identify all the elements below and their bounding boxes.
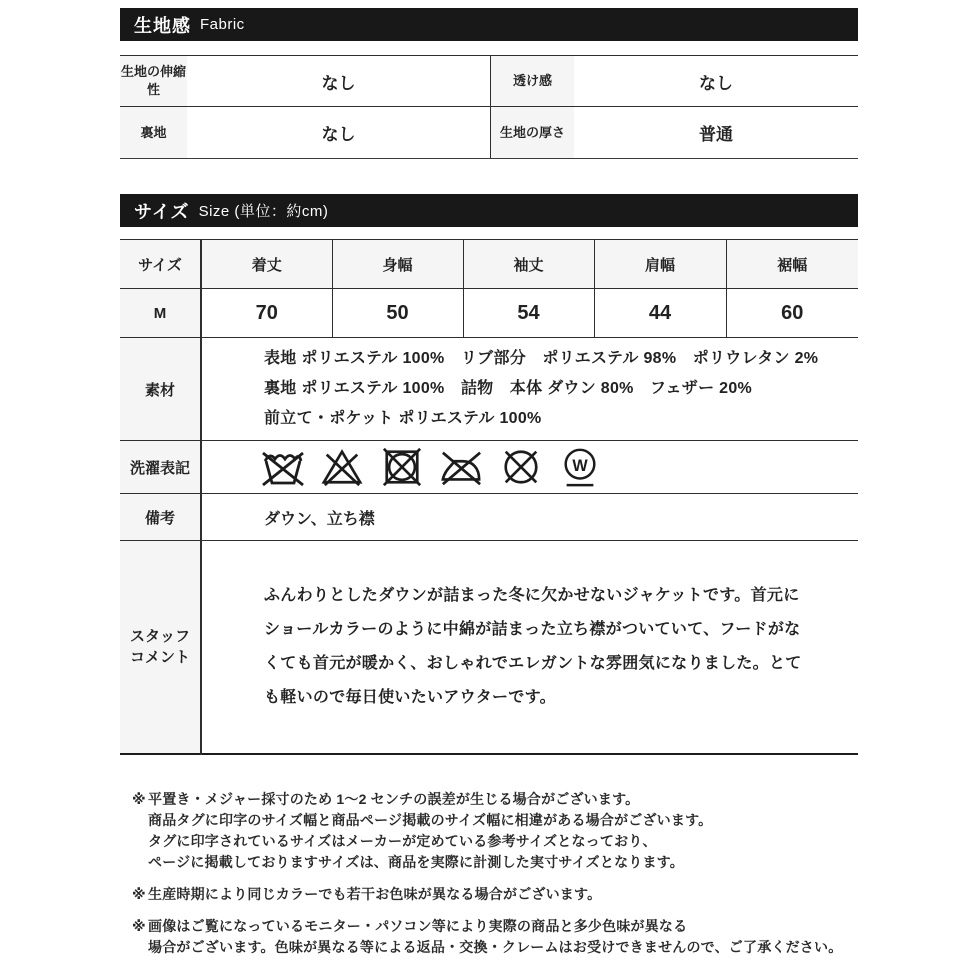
sleeve-col-header: 袖丈	[463, 240, 594, 289]
fabric-section-title-en: Fabric	[200, 16, 245, 33]
staff-comment-text: ふんわりとしたダウンが詰まった冬に欠かせないジャケットです。首元にショールカラーのように中綿が詰まった立ち襟がついていて、フードがなくても首元が暖かく、おしゃれでエレガントな雰囲気になりました。とても軽いので毎日使いたいアウターです。	[264, 586, 802, 706]
fabric-label-stretch: 生地の伸縮性	[120, 56, 187, 107]
fabric-value-thickness: 普通	[699, 125, 733, 144]
wet-cleaning-letter: W	[572, 456, 588, 475]
fabric-section-title-jp: 生地感	[134, 15, 191, 36]
width-col-header: 身幅	[332, 240, 463, 289]
hem-value: 60	[726, 289, 858, 338]
footnote-line: 平置き・メジャー採寸のため 1～2 センチの誤差が生じる場合がございます。	[148, 790, 640, 807]
material-value	[201, 338, 858, 441]
fabric-label-lining: 裏地	[120, 107, 187, 158]
size-section-header	[120, 194, 858, 227]
length-value: 70	[201, 289, 332, 338]
fabric-value-lining: なし	[321, 125, 356, 144]
do-not-iron-icon	[438, 446, 484, 488]
footnote-line: 画像はご覧になっているモニター・パソコン等により実際の商品と多少色味が異なる	[148, 917, 688, 934]
size-m-label: M	[120, 289, 201, 338]
size-section-title-jp: サイズ	[134, 201, 190, 222]
fabric-label-thickness: 生地の厚さ	[490, 107, 574, 158]
do-not-wash-icon	[260, 446, 306, 488]
material-row	[120, 338, 858, 441]
size-section-title-en: Size (単位：約cm)	[198, 203, 329, 220]
fabric-section-header	[120, 8, 858, 41]
fabric-table	[120, 55, 858, 159]
note-marker: ※	[132, 917, 146, 934]
width-value: 50	[332, 289, 463, 338]
size-table-header-row	[120, 240, 858, 289]
footnote-line: 商品タグに印字のサイズ幅と商品ページ掲載のサイズ幅に相違がある場合がございます。	[148, 811, 713, 828]
footnote-monitor	[132, 916, 858, 958]
footnote-line: タグに印字されているサイズはメーカーが定めている参考サイズとなっており、	[148, 832, 657, 849]
staff-comment-row	[120, 541, 858, 754]
fabric-value-sheerness: なし	[574, 56, 858, 107]
staff-comment-cell	[201, 541, 858, 754]
shoulder-col-header: 肩幅	[594, 240, 726, 289]
footnote-line: 生産時期により同じカラーでも若干お色味が異なる場合がございます。	[148, 885, 602, 902]
staff-comment-label: スタッフコメント	[120, 541, 201, 754]
footnotes	[120, 789, 858, 958]
do-not-bleach-icon	[319, 446, 365, 488]
material-line: 裏地 ポリエステル 100% 詰物 本体 ダウン 80% フェザー 20%	[264, 380, 753, 397]
material-label: 素材	[120, 338, 201, 441]
note-marker: ※	[132, 885, 146, 902]
size-col-header: サイズ	[120, 240, 201, 289]
note-marker: ※	[132, 790, 146, 807]
material-line: 表地 ポリエステル 100% リブ部分 ポリエステル 98% ポリウレタン 2%	[264, 350, 819, 367]
care-symbols	[201, 441, 858, 494]
care-label: 洗濯表記	[120, 441, 201, 494]
hem-col-header: 裾幅	[726, 240, 858, 289]
do-not-dry-clean-icon	[498, 446, 544, 488]
material-line: 前立て・ポケット ポリエステル 100%	[264, 410, 542, 427]
remarks-label: 備考	[120, 494, 201, 541]
remarks-row	[120, 494, 858, 541]
footnote-line: ページに掲載しておりますサイズは、商品を実際に計測した実寸サイズとなります。	[148, 853, 684, 870]
length-col-header: 着丈	[201, 240, 332, 289]
sleeve-value: 54	[463, 289, 594, 338]
care-symbols-row	[120, 441, 858, 494]
remarks-value: ダウン、立ち襟	[201, 494, 858, 541]
product-spec-sheet	[120, 8, 858, 969]
shoulder-value: 44	[594, 289, 726, 338]
size-spec-table	[120, 239, 858, 755]
size-table-row-m	[120, 289, 858, 338]
do-not-tumble-dry-icon	[379, 446, 425, 488]
footnote-measurement	[132, 789, 858, 873]
footnote-line: 場合がございます。色味が異なる等による返品・交換・クレームはお受けできませんので、ご了承ください。	[148, 938, 843, 955]
wet-cleaning-icon	[557, 446, 603, 488]
footnote-color-lot	[132, 884, 858, 905]
fabric-label-sheerness: 透け感	[490, 56, 574, 107]
fabric-value-stretch: なし	[187, 56, 490, 107]
